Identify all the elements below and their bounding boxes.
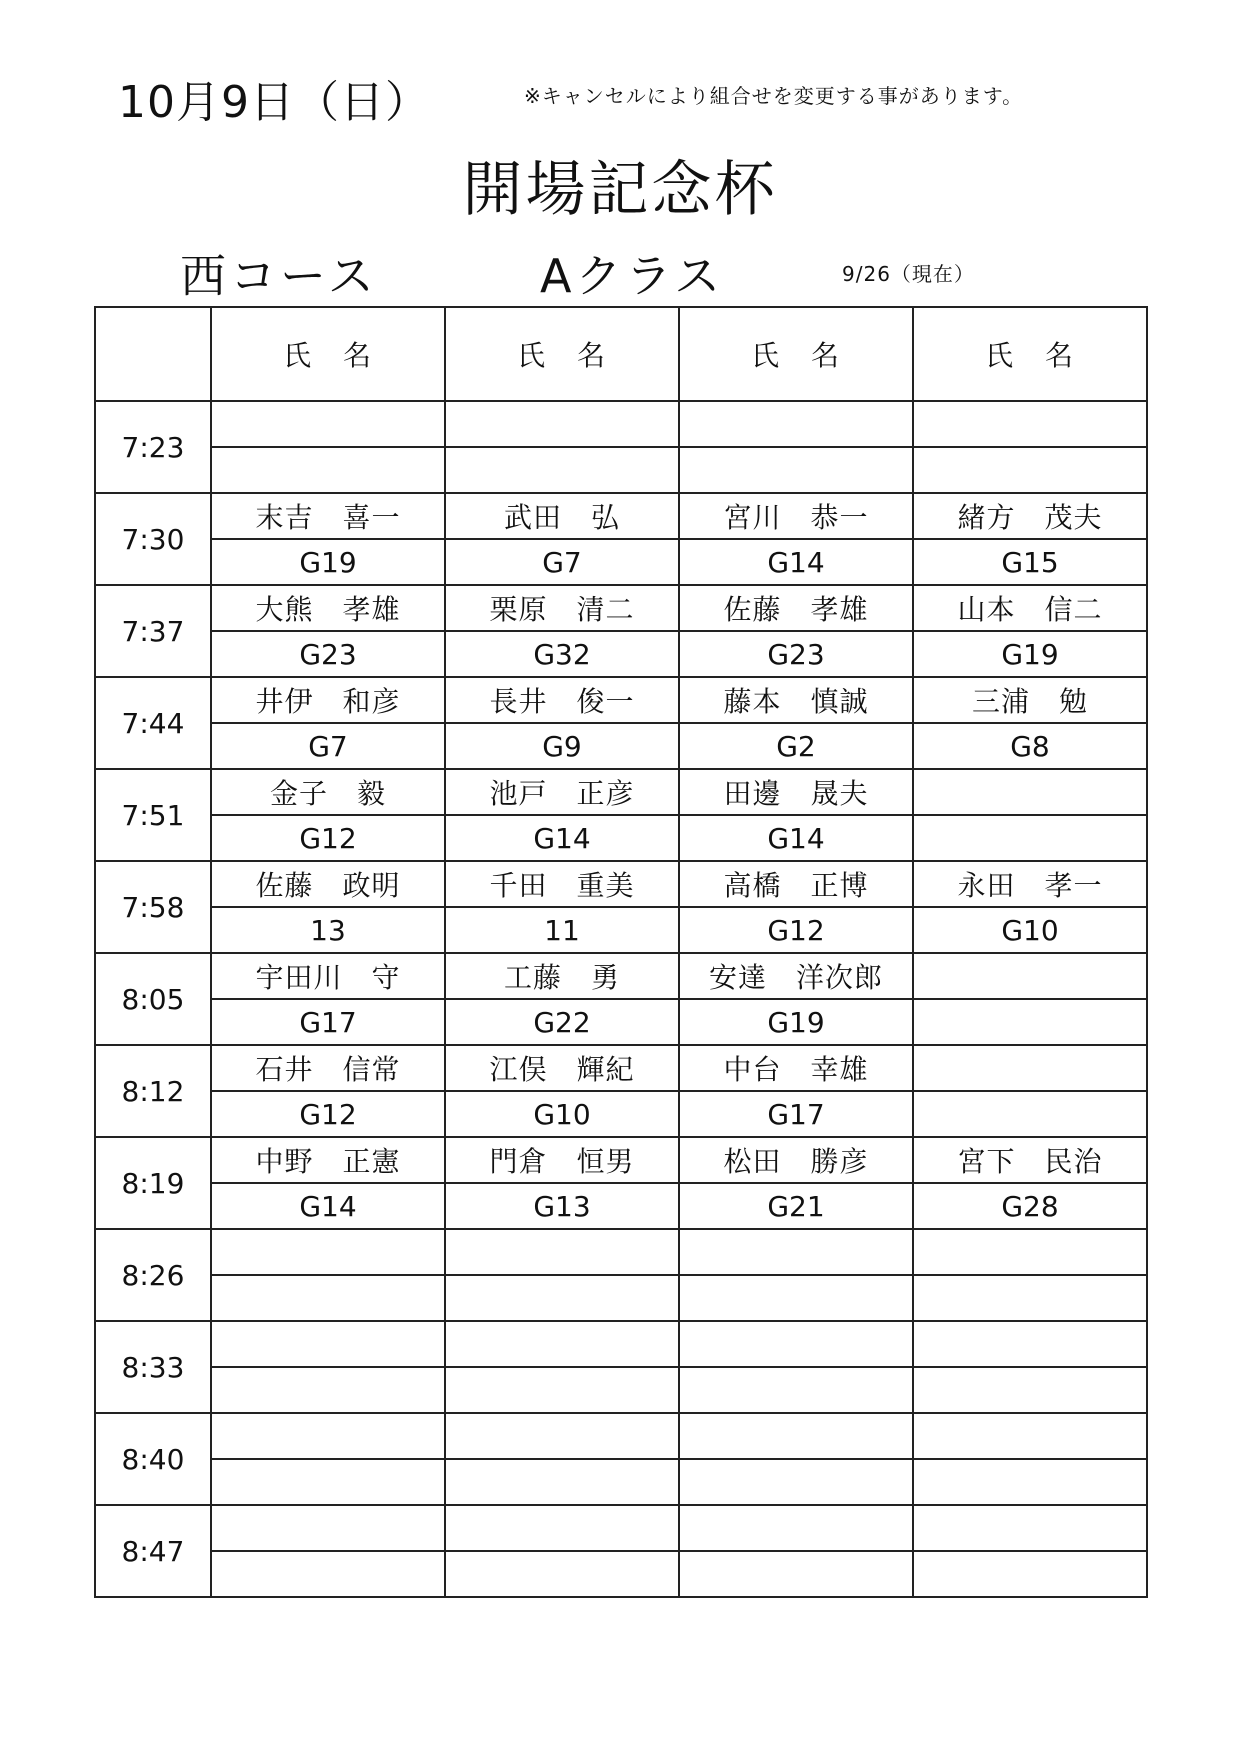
name-column-header: 氏 名 [211,307,445,401]
player-name [445,1413,679,1459]
player-name [679,1229,913,1275]
player-name: 池戸 正彦 [445,769,679,815]
table-body [95,401,1147,1597]
table-row [95,585,1147,631]
player-grade: G23 [211,631,445,677]
player-name [445,401,679,447]
table-row [95,1137,1147,1183]
player-grade: G19 [679,999,913,1045]
player-name [913,1413,1147,1459]
player-name [211,1505,445,1551]
table-row [95,999,1147,1045]
player-name [679,1321,913,1367]
player-grade [913,1275,1147,1321]
player-name: 安達 洋次郎 [679,953,913,999]
cancellation-notice: ※キャンセルにより組合せを変更する事があります。 [524,84,1024,108]
player-name: 宮川 恭一 [679,493,913,539]
player-grade [913,1091,1147,1137]
table-row [95,861,1147,907]
player-name: 永田 孝一 [913,861,1147,907]
player-name: 藤本 慎誠 [679,677,913,723]
player-name [679,401,913,447]
player-grade: G28 [913,1183,1147,1229]
table-row [95,1229,1147,1275]
table-row [95,1321,1147,1367]
player-name [913,953,1147,999]
player-name: 千田 重美 [445,861,679,907]
player-name [445,1321,679,1367]
player-name: 高橋 正博 [679,861,913,907]
player-name: 金子 毅 [211,769,445,815]
player-name [913,401,1147,447]
player-grade: G14 [679,539,913,585]
table-row [95,1551,1147,1597]
as-of-date: 9/26（現在） [842,262,975,286]
player-grade [913,1459,1147,1505]
player-name [445,1229,679,1275]
player-name: 三浦 勉 [913,677,1147,723]
player-name: 佐藤 政明 [211,861,445,907]
player-name: 緒方 茂夫 [913,493,1147,539]
time-column-header [95,307,211,401]
table-row [95,1045,1147,1091]
table-row [95,493,1147,539]
table-row [95,1459,1147,1505]
player-grade [913,815,1147,861]
player-name [913,1045,1147,1091]
player-grade [211,447,445,493]
player-name: 江俣 輝紀 [445,1045,679,1091]
class-name: Aクラス [540,249,725,303]
player-grade: G9 [445,723,679,769]
tee-time-table [94,306,1148,1598]
player-grade: G15 [913,539,1147,585]
player-name: 工藤 勇 [445,953,679,999]
player-name: 末吉 喜一 [211,493,445,539]
tee-time: 7:23 [95,401,211,493]
player-grade: 13 [211,907,445,953]
player-grade: G12 [211,815,445,861]
player-name: 中台 幸雄 [679,1045,913,1091]
player-grade: G7 [211,723,445,769]
tee-time: 8:40 [95,1413,211,1505]
player-grade [211,1367,445,1413]
player-name: 井伊 和彦 [211,677,445,723]
event-date: 10月9日（日） [118,77,430,128]
name-column-header: 氏 名 [445,307,679,401]
player-name: 石井 信常 [211,1045,445,1091]
player-name [679,1505,913,1551]
player-grade: G2 [679,723,913,769]
player-name: 門倉 恒男 [445,1137,679,1183]
player-grade [445,447,679,493]
name-column-header: 氏 名 [679,307,913,401]
table-row [95,539,1147,585]
player-name [211,1413,445,1459]
table-row [95,723,1147,769]
player-grade [679,447,913,493]
player-grade: G22 [445,999,679,1045]
player-name [445,1505,679,1551]
table-row [95,401,1147,447]
player-grade [679,1459,913,1505]
player-name [679,1413,913,1459]
player-grade [913,999,1147,1045]
player-grade: G19 [913,631,1147,677]
player-name: 武田 弘 [445,493,679,539]
player-grade: G19 [211,539,445,585]
player-name [913,1505,1147,1551]
player-name: 宇田川 守 [211,953,445,999]
player-grade [679,1275,913,1321]
player-name: 栗原 清二 [445,585,679,631]
player-grade: G10 [913,907,1147,953]
player-grade: G7 [445,539,679,585]
player-grade [679,1551,913,1597]
table-row [95,677,1147,723]
table-row [95,1505,1147,1551]
player-name [211,1229,445,1275]
table-row [95,447,1147,493]
player-grade: G13 [445,1183,679,1229]
tee-time: 8:19 [95,1137,211,1229]
player-grade: G12 [679,907,913,953]
tee-time: 8:05 [95,953,211,1045]
player-name: 松田 勝彦 [679,1137,913,1183]
table-row [95,631,1147,677]
tee-time: 7:51 [95,769,211,861]
player-name [913,1229,1147,1275]
player-grade: G14 [679,815,913,861]
player-grade [913,447,1147,493]
tee-time: 7:30 [95,493,211,585]
player-grade: G10 [445,1091,679,1137]
player-grade: G32 [445,631,679,677]
player-grade: G14 [445,815,679,861]
player-name [913,769,1147,815]
table-row [95,815,1147,861]
table-row [95,953,1147,999]
player-grade [445,1275,679,1321]
player-name: 佐藤 孝雄 [679,585,913,631]
player-grade [913,1551,1147,1597]
table-row [95,1091,1147,1137]
table-row [95,907,1147,953]
player-grade: G12 [211,1091,445,1137]
player-name [211,1321,445,1367]
tee-time: 8:12 [95,1045,211,1137]
name-column-header: 氏 名 [913,307,1147,401]
player-name: 中野 正憲 [211,1137,445,1183]
course-name: 西コース [180,249,378,303]
player-name: 山本 信二 [913,585,1147,631]
tee-time: 8:33 [95,1321,211,1413]
table-header-row [95,307,1147,401]
player-name: 宮下 民治 [913,1137,1147,1183]
tee-time: 8:26 [95,1229,211,1321]
player-grade: G14 [211,1183,445,1229]
player-grade: G17 [679,1091,913,1137]
table-row [95,1275,1147,1321]
player-grade: G21 [679,1183,913,1229]
table-row [95,1413,1147,1459]
player-grade [445,1367,679,1413]
player-grade [445,1459,679,1505]
player-grade: G8 [913,723,1147,769]
player-grade [211,1275,445,1321]
player-grade [211,1551,445,1597]
player-grade [211,1459,445,1505]
player-grade: 11 [445,907,679,953]
player-grade [913,1367,1147,1413]
player-grade: G17 [211,999,445,1045]
player-grade: G23 [679,631,913,677]
player-grade [445,1551,679,1597]
player-name: 長井 俊一 [445,677,679,723]
page-title: 開場記念杯 [462,155,778,225]
player-grade [679,1367,913,1413]
table-row [95,769,1147,815]
tee-time: 7:58 [95,861,211,953]
tee-time: 7:37 [95,585,211,677]
tee-time: 8:47 [95,1505,211,1597]
tee-time: 7:44 [95,677,211,769]
table-row [95,1367,1147,1413]
player-name [211,401,445,447]
table-row [95,1183,1147,1229]
player-name [913,1321,1147,1367]
player-name: 大熊 孝雄 [211,585,445,631]
player-name: 田邊 晟夫 [679,769,913,815]
